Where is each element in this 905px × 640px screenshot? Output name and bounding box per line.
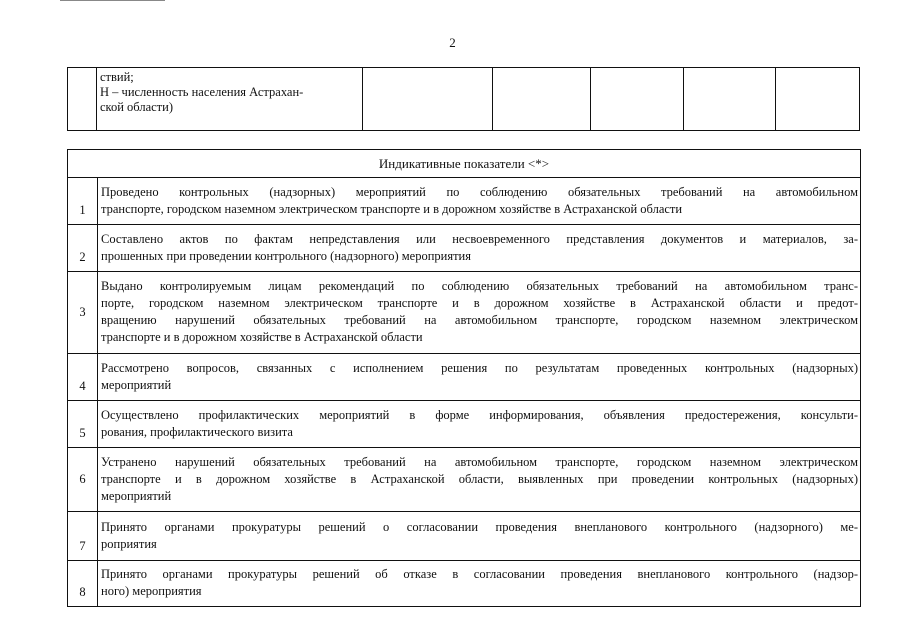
indicator-line: Рассмотрено вопросов, связанных с исполнением решения по результатам проведенных контрольных (надзорных) [101,360,858,375]
indicator-number: 5 [68,401,98,448]
indicator-row [68,354,861,401]
indicator-description [98,401,861,448]
indicator-line: Составлено актов по фактам непредставления или несвоевременного представления документов и материалов, за- [101,231,858,246]
continuation-line: ствий; [100,70,134,84]
page-number: 2 [449,35,456,50]
indicator-line: рования, профилактического визита [101,424,293,439]
indicator-row [68,272,861,354]
indicator-number: 1 [68,178,98,225]
indicators-header-row [68,150,861,178]
indicator-description [98,272,861,354]
continuation-empty-cell [684,68,776,131]
indicator-line: роприятия [101,536,157,551]
indicator-row [68,448,861,512]
indicator-row [68,512,861,561]
indicator-line: транспорте и в дорожном хозяйстве в Астраханской области [101,330,423,344]
continuation-empty-cell [363,68,493,131]
scan-artifact-line [60,0,165,1]
indicator-line: транспорте, городском наземном электрическом транспорте и в дорожном хозяйстве в Астраханской области [101,201,683,216]
indicator-description [98,448,861,512]
continuation-text-cell [97,68,363,131]
indicator-number: 2 [68,225,98,272]
indicator-line: мероприятий [101,377,172,392]
indicator-line: Проведено контрольных (надзорных) мероприятий по соблюдению обязательных требований на автомобильном [101,184,858,199]
indicator-row [68,225,861,272]
indicator-line: Осуществлено профилактических мероприятий в форме информирования, объявления предостережения, консульти- [101,407,858,422]
indicator-line: Принято органами прокуратуры решений о согласовании проведения внепланового контрольного (надзорного) ме- [101,519,858,534]
indicator-line: прошенных при проведении контрольного (надзорного) мероприятия [101,248,471,263]
continuation-num-cell [68,68,97,131]
indicator-description [98,512,861,561]
indicators-table [67,149,861,607]
continuation-empty-cell [776,68,860,131]
indicator-description [98,225,861,272]
indicator-row [68,401,861,448]
indicator-number: 6 [68,448,98,512]
indicator-line: порте, городском наземном электрическом транспорте и в дорожном хозяйстве в Астраханской области и предот- [101,296,858,310]
continuation-empty-cell [493,68,591,131]
indicator-line: Устранено нарушений обязательных требований на автомобильном транспорте, городском наземном электрическом [101,454,858,469]
continuation-line: Н – численность населения Астрахан- [100,85,304,99]
indicator-number: 7 [68,512,98,561]
indicator-description [98,178,861,225]
indicator-number: 8 [68,561,98,607]
continuation-row [68,68,860,131]
indicators-header: Индикативные показатели <*> [68,150,861,178]
indicator-line: мероприятий [101,488,172,503]
indicator-description [98,354,861,401]
indicator-line: ного) мероприятия [101,584,202,598]
continuation-table [67,67,860,131]
indicator-line: Выдано контролируемым лицам рекомендаций по соблюдению обязательных требований на автомобильном транс- [101,279,858,293]
indicator-number: 4 [68,354,98,401]
indicator-number: 3 [68,272,98,354]
indicator-line: Принято органами прокуратуры решений об отказе в согласовании проведения внепланового контрольного (надзор- [101,567,858,581]
continuation-line: ской области) [100,100,173,114]
indicator-line: транспорте и в дорожном хозяйстве в Астраханской области, выявленных при проведении контрольных (надзорных) [101,471,858,486]
indicator-description [98,561,861,607]
indicator-row [68,178,861,225]
indicator-row [68,561,861,607]
continuation-empty-cell [591,68,684,131]
indicator-line: вращению нарушений обязательных требований на автомобильном транспорте, городском наземном электрическом [101,313,858,327]
